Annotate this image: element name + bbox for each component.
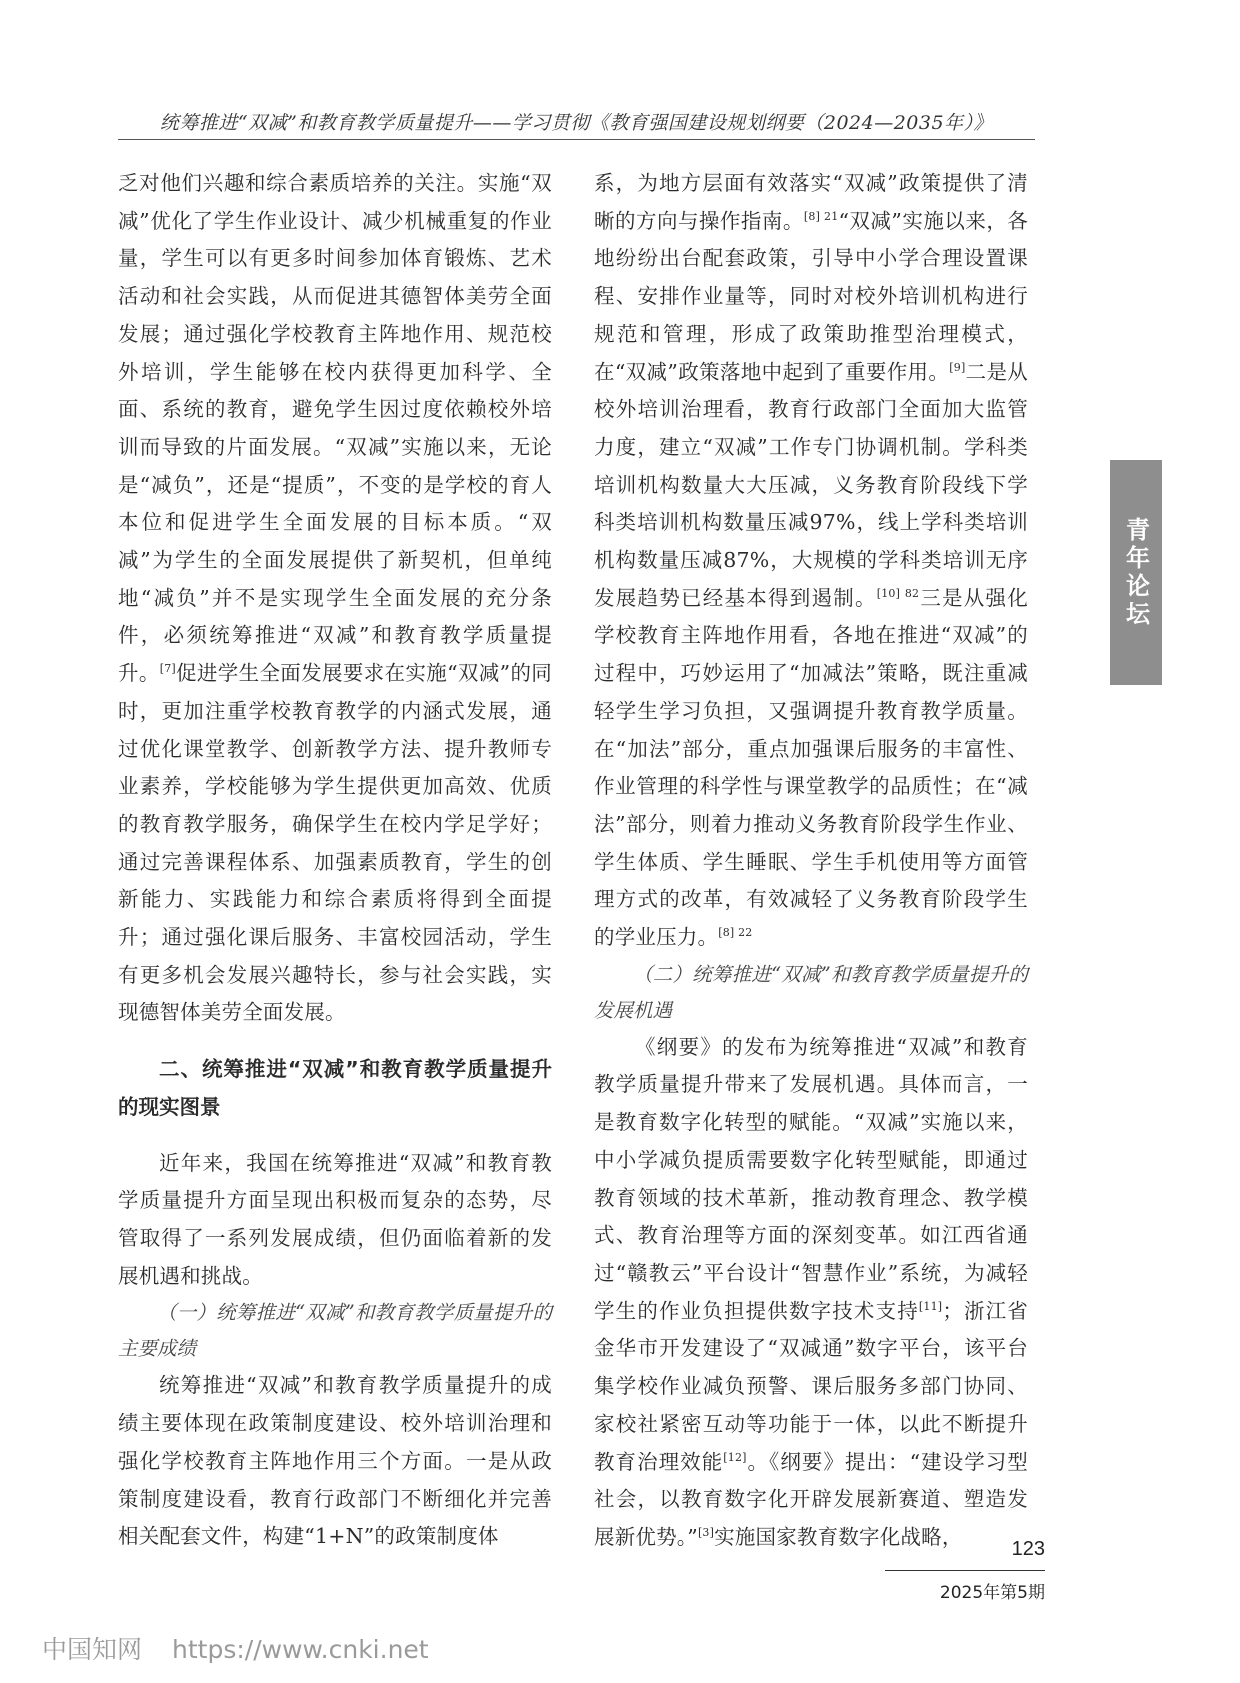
citation-8-21[interactable]: [8] 21 <box>803 209 839 223</box>
subsection-heading-2: （二）统筹推进“双减”和教育教学质量提升的发展机遇 <box>594 962 1028 1022</box>
citation-8-22[interactable]: [8] 22 <box>718 926 753 940</box>
page-number: 123 <box>1011 1538 1045 1560</box>
left-p1b-text: 促进学生全面发展要求在实施“双减”的同时，更加注重学校教育教学的内涵式发展，通过优化课堂教学、创新教学方法、提升教师专业素养，学校能够为学生提供更加高效、优质的教育教学服务，确保学生在校内学足学好；通过完善课程体系、加强素质教育，学生的创新能力、实践能力和综合素质将得到全面提升；通过强化课后服务、丰富校园活动，学生有更多机会发展兴趣特长，参与社会实践，实现德智体美劳全面发展。 <box>118 661 552 1025</box>
citation-11[interactable]: [11] <box>918 1299 943 1313</box>
right-p1a-text: 系，为地方层面有效落实“双减”政策提供了清晰的方向与操作指南。 <box>594 171 1028 233</box>
left-column <box>118 165 552 1556</box>
watermark-url[interactable]: https://www.cnki.net <box>172 1635 429 1664</box>
citation-12[interactable]: [12] <box>723 1450 747 1464</box>
citation-7[interactable]: [7] <box>159 662 176 676</box>
citation-9[interactable]: [9] <box>949 360 966 374</box>
citation-10-82[interactable]: [10] 82 <box>876 586 920 600</box>
running-header: 统筹推进“双减”和教育教学质量提升——学习贯彻《教育强国建设规划纲要（2024—2035年）》 <box>159 112 994 134</box>
right-p2c-text: 。《纲要》提出：“建设学习型社会，以教育数字化开辟发展新赛道、塑造发展新优势。” <box>594 1449 1028 1549</box>
right-p2d-text: 实施国家教育数字化战略， <box>714 1524 963 1549</box>
issue-label: 2025年第5期 <box>939 1583 1045 1603</box>
section-heading-2: 二、统筹推进“双减”和教育教学质量提升的现实图景 <box>118 1057 552 1119</box>
watermark-brand: 中国知网 <box>42 1635 143 1664</box>
right-p1b-text: “双减”实施以来，各地纷纷出台配套政策，引导中小学合理设置课程、安排作业量等，同时对校外培训机构进行规范和管理，形成了政策助推型治理模式，在“双减”政策落地中起到了重要作用。 <box>594 208 1029 384</box>
cnki-watermark <box>42 1630 459 1666</box>
right-paragraph-1 <box>594 165 1028 957</box>
footer-rule <box>885 1570 1045 1571</box>
citation-3[interactable]: [3] <box>697 1526 715 1540</box>
right-p2b-text: ；浙江省金华市开发建设了“双减通”数字平台，该平台集学校作业减负预警、课后服务多部门协同、家校社紧密互动等功能于一体，以此不断提升教育治理效能 <box>594 1298 1028 1474</box>
right-p2a-text: 《纲要》的发布为统筹推进“双减”和教育教学质量提升带来了发展机遇。具体而言，一是教育数字化转型的赋能。“双减”实施以来，中小学减负提质需要数字化转型赋能，即通过教育领域的技术革新，推动教育理念、教学模式、教育治理等方面的深刻变革。如江西省通过“赣教云”平台设计“智慧作业”系统，为减轻学生的作业负担提供数字技术支持 <box>594 1034 1028 1323</box>
right-paragraph-2 <box>594 1029 1028 1557</box>
section-side-tab: 青年论坛 <box>1110 460 1162 685</box>
left-p1-text: 乏对他们兴趣和综合素质培养的关注。实施“双减”优化了学生作业设计、减少机械重复的作业量，学生可以有更多时间参加体育锻炼、艺术活动和社会实践，从而促进其德智体美劳全面发展；通过强化学校教育主阵地作用、规范校外培训，学生能够在校内获得更加科学、全面、系统的教育，避免学生因过度依赖校外培训而导致的片面发展。“双减”实施以来，无论是“减负”，还是“提质”，不变的是学校的育人本位和促进学生全面发展的目标本质。“双减”为学生的全面发展提供了新契机，但单纯地“减负”并不是实现学生全面发展的充分条件，必须统筹推进“双减”和教育教学质量提升。 <box>118 171 552 686</box>
right-p1c-text: 二是从校外培训治理看，教育行政部门全面加大监管力度，建立“双减”工作专门协调机制。学科类培训机构数量大大压减，义务教育阶段线下学科类培训机构数量压减97%，线上学科类培训机构数量压减87%，大规模的学科类培训无序发展趋势已经基本得到遏制。 <box>594 359 1029 610</box>
header-rule <box>118 139 1035 140</box>
subsection-heading-1: （一）统筹推进“双减”和教育教学质量提升的主要成绩 <box>118 1301 552 1361</box>
left-paragraph-1 <box>118 165 552 1032</box>
right-column <box>594 165 1028 1557</box>
left-paragraph-3: 统筹推进“双减”和教育教学质量提升的成绩主要体现在政策制度建设、校外培训治理和强化学校教育主阵地作用三个方面。一是从政策制度建设看，教育行政部门不断细化并完善相关配套文件，构建“1+N”的政策制度体 <box>118 1373 552 1549</box>
left-paragraph-2: 近年来，我国在统筹推进“双减”和教育教学质量提升方面呈现出积极而复杂的态势，尽管取得了一系列发展成绩，但仍面临着新的发展机遇和挑战。 <box>118 1150 552 1288</box>
right-p1d-text: 三是从强化学校教育主阵地作用看，各地在推进“双减”的过程中，巧妙运用了“加减法”策略，既注重减轻学生学习负担，又强调提升教育教学质量。在“加法”部分，重点加强课后服务的丰富性、作业管理的科学性与课堂教学的品质性；在“减法”部分，则着力推动义务教育阶段学生作业、学生体质、学生睡眠、学生手机使用等方面管理方式的改革，有效减轻了义务教育阶段学生的学业压力。 <box>594 585 1029 950</box>
